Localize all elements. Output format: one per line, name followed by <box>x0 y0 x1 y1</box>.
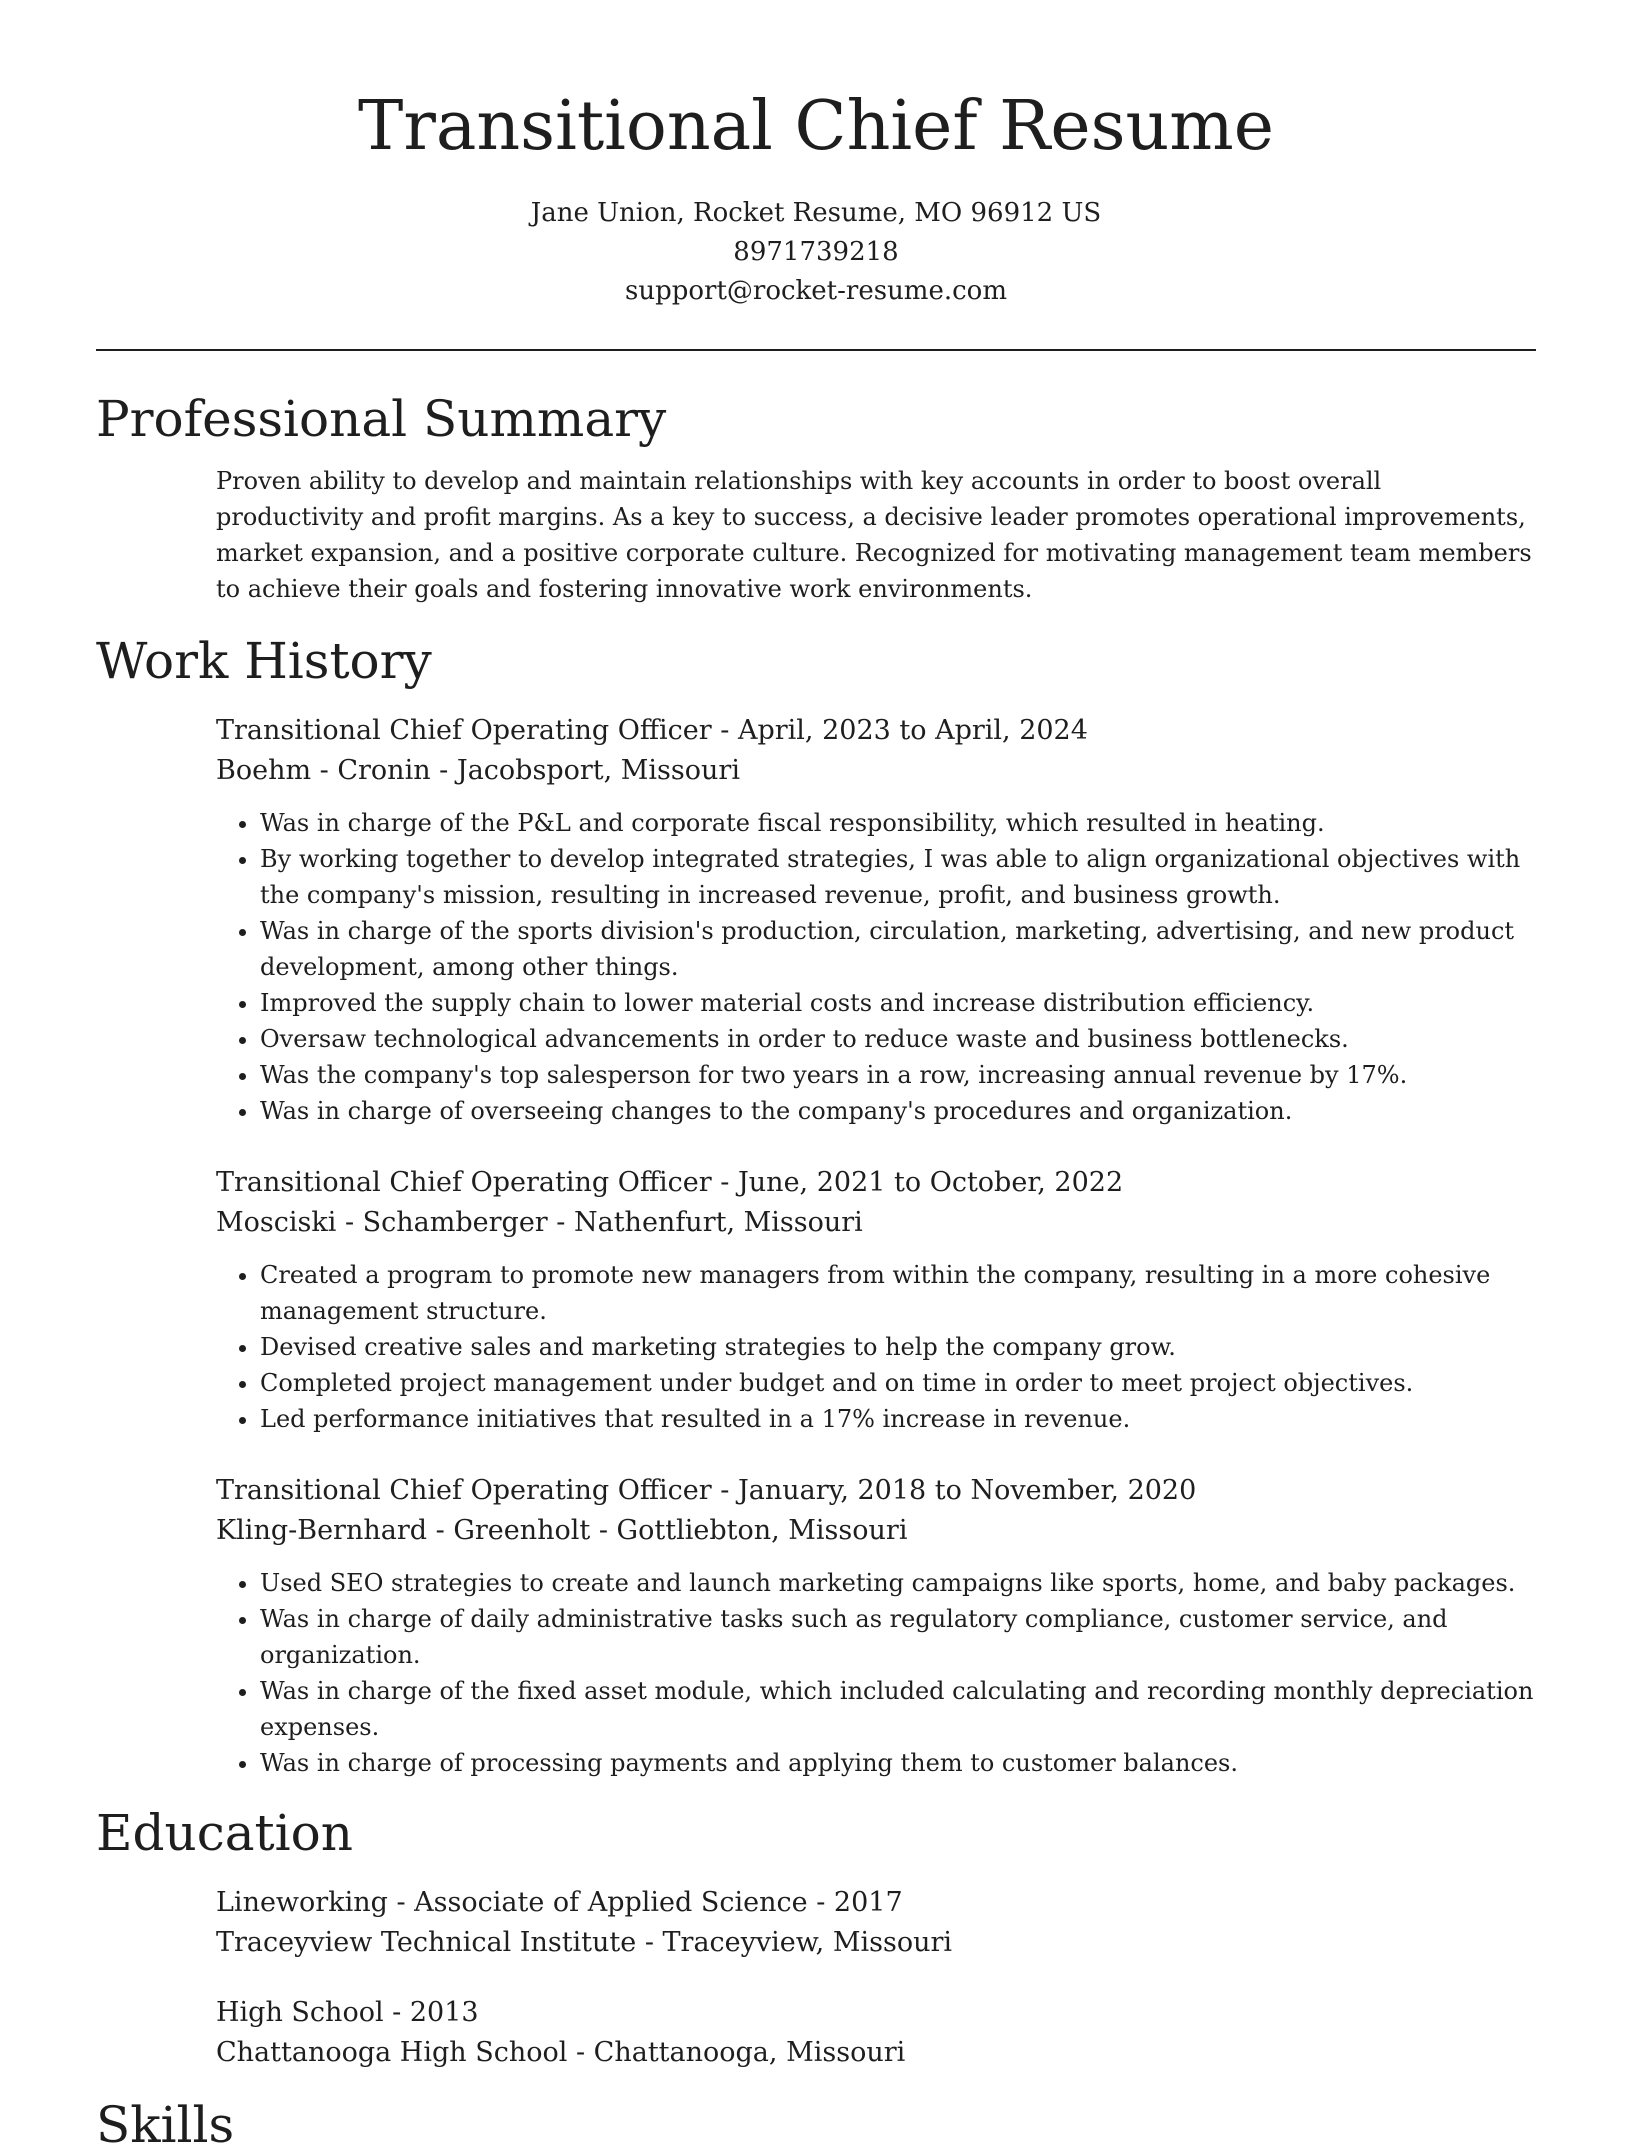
job-bullet: • Was the company's top salesperson for two years in a row, increasing annual revenue by 17%. <box>260 1057 1536 1093</box>
job-company-line: Boehm - Cronin - Jacobsport, Missouri <box>216 755 740 786</box>
job-bullet: • Was in charge of overseeing changes to the company's procedures and organization. <box>260 1093 1536 1129</box>
job-bullet: • Was in charge of the sports division's production, circulation, marketing, advertising, and new product development, among other things. <box>260 913 1536 985</box>
job-bullet: • Devised creative sales and marketing strategies to help the company grow. <box>260 1329 1536 1365</box>
resume-title: Transitional Chief Resume <box>357 87 1274 166</box>
job-entry <box>216 1471 1536 1781</box>
education-entry <box>216 1883 1536 1963</box>
skills-heading: Skills <box>96 2096 235 2154</box>
job-bullets <box>216 1565 1536 1781</box>
work-history-section <box>216 711 1536 1781</box>
job-company-line: Kling-Bernhard - Greenholt - Gottliebton, Missouri <box>216 1515 908 1546</box>
education-degree-line: High School - 2013 <box>216 1997 479 2028</box>
job-bullet: • Used SEO strategies to create and launch marketing campaigns like sports, home, and baby packages. <box>260 1565 1536 1601</box>
job-bullet: • Was in charge of the fixed asset module, which included calculating and recording monthly depreciation expenses. <box>260 1673 1536 1745</box>
contact-phone: 8971739218 <box>733 237 899 267</box>
job-bullet: • Was in charge of processing payments and applying them to customer balances. <box>260 1745 1536 1781</box>
job-bullets <box>216 1257 1536 1437</box>
job-bullet: • Was in charge of daily administrative tasks such as regulatory compliance, customer service, and organization. <box>260 1601 1536 1673</box>
summary-heading: Professional Summary <box>96 390 667 448</box>
contact-email: support@rocket-resume.com <box>624 276 1007 306</box>
job-bullet: • Led performance initiatives that resulted in a 17% increase in revenue. <box>260 1401 1536 1437</box>
job-bullet: • Was in charge of the P&L and corporate fiscal responsibility, which resulted in heating. <box>260 805 1536 841</box>
education-degree-line: Lineworking - Associate of Applied Science - 2017 <box>216 1887 903 1918</box>
education-heading: Education <box>96 1804 353 1862</box>
job-title-line: Transitional Chief Operating Officer - April, 2023 to April, 2024 <box>216 715 1088 746</box>
job-bullet: • Completed project management under budget and on time in order to meet project objectives. <box>260 1365 1536 1401</box>
contact-address: Jane Union, Rocket Resume, MO 96912 US <box>530 198 1102 228</box>
job-bullet: • Created a program to promote new managers from within the company, resulting in a more cohesive management structure. <box>260 1257 1536 1329</box>
education-section <box>216 1883 1536 2073</box>
job-bullet: • By working together to develop integrated strategies, I was able to align organizational objectives with the company's mission, resulting in increased revenue, profit, and business growth. <box>260 841 1536 913</box>
job-title-line: Transitional Chief Operating Officer - January, 2018 to November, 2020 <box>216 1475 1197 1506</box>
job-title-line: Transitional Chief Operating Officer - June, 2021 to October, 2022 <box>216 1167 1124 1198</box>
work-history-heading: Work History <box>96 632 432 690</box>
contact-info <box>96 194 1536 311</box>
job-bullet: • Improved the supply chain to lower material costs and increase distribution efficiency. <box>260 985 1536 1021</box>
job-bullet: • Oversaw technological advancements in order to reduce waste and business bottlenecks. <box>260 1021 1536 1057</box>
education-school-line: Traceyview Technical Institute - Traceyview, Missouri <box>216 1927 953 1958</box>
job-entry <box>216 711 1536 1129</box>
summary-section <box>216 463 1536 607</box>
education-entry <box>216 1993 1536 2073</box>
job-company-line: Mosciski - Schamberger - Nathenfurt, Missouri <box>216 1207 863 1238</box>
resume-page <box>96 0 1536 2155</box>
job-bullets <box>216 805 1536 1129</box>
education-school-line: Chattanooga High School - Chattanooga, Missouri <box>216 2037 906 2068</box>
header-divider <box>96 349 1536 351</box>
job-entry <box>216 1163 1536 1437</box>
summary-text: Proven ability to develop and maintain relationships with key accounts in order to boost overall productivity and profit margins. As a key to success, a decisive leader promotes operational improvements, market expansion, and a positive corporate culture. Recognized for motivating management team members to achieve their goals and fostering innovative work environments. <box>216 467 1532 603</box>
